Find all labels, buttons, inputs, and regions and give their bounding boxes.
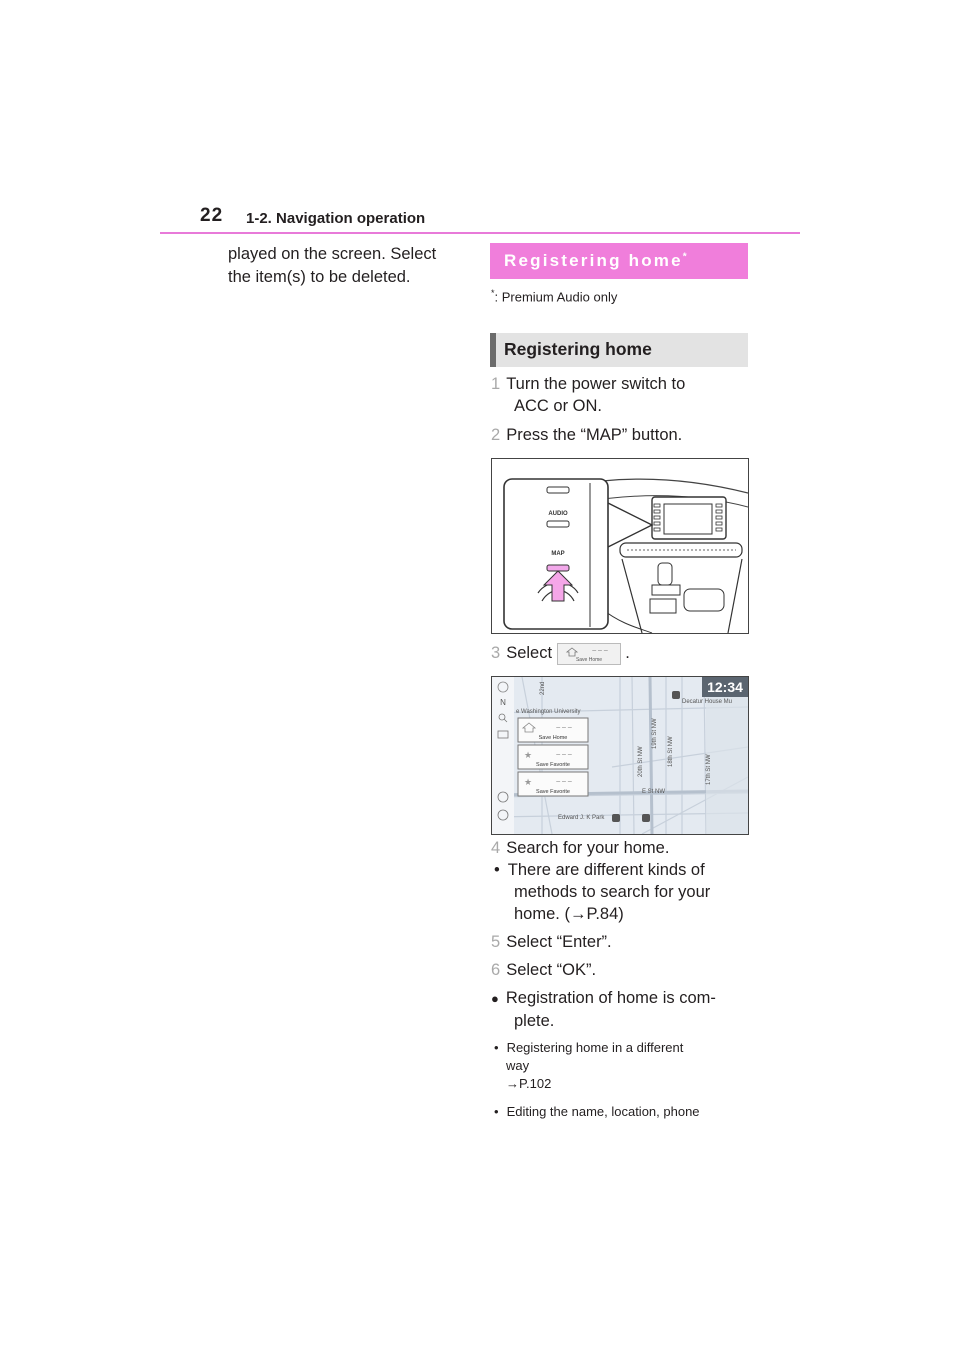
bullet-dot: • bbox=[494, 1104, 499, 1119]
step-text: Select “OK”. bbox=[506, 961, 597, 979]
map-label-st19: 19th St NW bbox=[652, 718, 658, 749]
dashes-text: – – – bbox=[556, 724, 572, 731]
left-column-text bbox=[228, 243, 478, 289]
map-label: MAP bbox=[551, 551, 565, 557]
step-number: 1 bbox=[491, 375, 501, 393]
star-icon: ★ bbox=[523, 750, 533, 760]
map-drawing bbox=[492, 677, 748, 834]
map-label-st17: 17th St NW bbox=[706, 754, 712, 785]
step-text: Select “Enter”. bbox=[506, 933, 612, 951]
step-text: Press the “MAP” button. bbox=[506, 426, 683, 444]
page-ref-link[interactable]: P.102 bbox=[519, 1076, 552, 1091]
map-label-st22: 22nd bbox=[540, 681, 546, 695]
map-label-decatur: Decatur House Mu bbox=[682, 699, 733, 705]
step-2 bbox=[491, 424, 746, 446]
step-text: Select bbox=[506, 644, 553, 662]
save-home-button[interactable] bbox=[518, 718, 588, 742]
save-favorite-label: Save Favorite bbox=[536, 789, 570, 795]
bullet-note bbox=[491, 859, 746, 925]
footnote-text: : Premium Audio only bbox=[494, 289, 618, 305]
console-illustration bbox=[491, 458, 749, 634]
note-2 bbox=[491, 1103, 746, 1121]
save-home-label: Save Home bbox=[538, 735, 568, 741]
poi-marker bbox=[642, 814, 650, 822]
dashes-text: – – – bbox=[556, 778, 572, 785]
step-text: Search for your home. bbox=[506, 839, 670, 857]
section-title: 1-2. Navigation operation bbox=[246, 210, 426, 227]
step-text: Turn the power switch to bbox=[506, 375, 686, 393]
step-number: 6 bbox=[491, 961, 501, 979]
save-home-button-inline[interactable] bbox=[557, 643, 621, 665]
poi-marker bbox=[612, 814, 620, 822]
step-text-cont: ACC or ON. bbox=[514, 397, 603, 415]
bullet-line-3 bbox=[491, 903, 746, 925]
section-banner-text: Registering home bbox=[504, 251, 683, 270]
page-number: 22 bbox=[200, 205, 224, 226]
star-icon: ★ bbox=[523, 777, 533, 787]
left-text-line-2: the item(s) to be deleted. bbox=[228, 268, 411, 286]
section-banner bbox=[490, 243, 748, 279]
home-icon bbox=[567, 648, 577, 656]
arrow-icon: → bbox=[506, 1076, 519, 1091]
step-number: 2 bbox=[491, 426, 501, 444]
step-number: 5 bbox=[491, 933, 501, 951]
bullet-line-2: methods to search for your bbox=[514, 883, 711, 901]
subsection-bar bbox=[490, 333, 496, 367]
step-number: 4 bbox=[491, 839, 501, 857]
clock: 12:34 bbox=[707, 679, 743, 695]
console-drawing bbox=[492, 459, 748, 633]
result-line-1: Registration of home is com- bbox=[505, 989, 716, 1007]
map-label-est: E St NW bbox=[642, 789, 666, 795]
step-5 bbox=[491, 931, 746, 953]
step-4 bbox=[491, 837, 746, 859]
note-line-1: Registering home in a different bbox=[506, 1040, 684, 1055]
step-3 bbox=[491, 642, 746, 665]
page-ref-link[interactable]: P.84) bbox=[586, 905, 624, 923]
subsection-title: Registering home bbox=[504, 339, 652, 359]
step-1 bbox=[491, 373, 746, 417]
step-text-end: . bbox=[625, 644, 630, 662]
save-home-inline-label: Save Home bbox=[575, 656, 602, 663]
save-favorite-button-1[interactable] bbox=[518, 745, 588, 769]
note-line-1: Editing the name, location, phone bbox=[506, 1104, 700, 1119]
compass-label: N bbox=[500, 698, 506, 707]
map-label-university: e Washington University bbox=[516, 709, 581, 715]
header-rule bbox=[160, 232, 800, 234]
left-text-line-1: played on the screen. Select bbox=[228, 245, 437, 263]
bullet-line-1: There are different kinds of bbox=[507, 861, 705, 879]
bullet-dot: • bbox=[494, 861, 500, 879]
diamond-bullet: ● bbox=[491, 991, 499, 1006]
audio-label: AUDIO bbox=[548, 511, 568, 517]
poi-marker bbox=[672, 691, 680, 699]
note-1 bbox=[491, 1039, 746, 1093]
result-line-2: plete. bbox=[514, 1012, 555, 1030]
map-label-park: Edward J. K Park bbox=[558, 815, 605, 821]
map-label-st20: 20th St NW bbox=[638, 746, 644, 777]
section-banner-title bbox=[504, 251, 689, 271]
result-note bbox=[491, 987, 746, 1032]
dashes-text: – – – bbox=[591, 646, 608, 654]
footnote-marker: * bbox=[491, 288, 495, 298]
subsection-banner bbox=[490, 333, 748, 367]
note-line-2: way bbox=[506, 1058, 530, 1073]
map-label-st18: 18th St NW bbox=[668, 736, 674, 767]
map-screen-illustration bbox=[491, 676, 749, 835]
save-favorite-button-2[interactable] bbox=[518, 772, 588, 796]
step-number: 3 bbox=[491, 644, 501, 662]
bullet-dot: • bbox=[494, 1040, 499, 1055]
bullet-line-3-text: home. ( bbox=[514, 905, 570, 923]
note-line-3 bbox=[491, 1075, 746, 1093]
step-6 bbox=[491, 959, 746, 981]
arrow-icon: → bbox=[569, 905, 587, 923]
footnote bbox=[491, 288, 617, 304]
save-favorite-label: Save Favorite bbox=[536, 762, 570, 768]
section-banner-marker: * bbox=[682, 251, 689, 263]
dashes-text: – – – bbox=[556, 751, 572, 758]
